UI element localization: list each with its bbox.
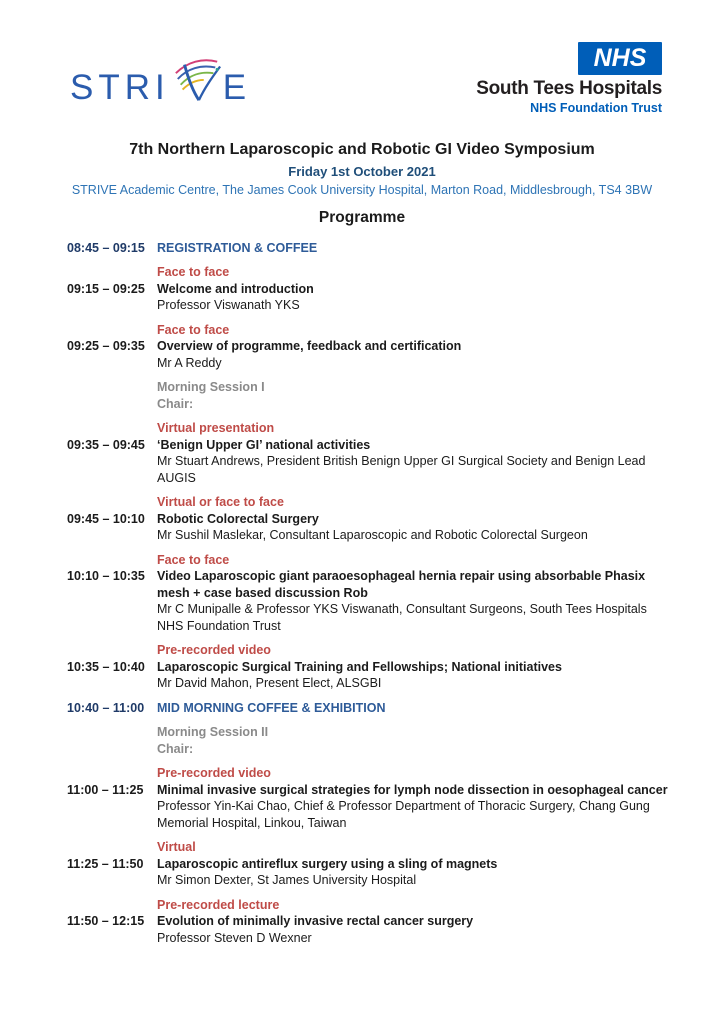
- programme-session-row: [67, 642, 668, 692]
- session-time: 09:45 – 10:10: [67, 511, 145, 526]
- nhs-logo-icon: NHS: [578, 42, 662, 75]
- time-column-spacer: [67, 552, 157, 569]
- programme-session-row: [67, 264, 668, 314]
- session-mode-line: [67, 494, 668, 511]
- session-speaker: Mr Sushil Maslekar, Consultant Laparoscopic and Robotic Colorectal Surgeon: [157, 528, 588, 543]
- symposium-venue: STRIVE Academic Centre, The James Cook University Hospital, Marton Road, Middlesbrough, TS4 3BW: [71, 182, 653, 197]
- programme-break-row: [67, 700, 668, 717]
- break-line: [67, 240, 668, 257]
- session-title-line: [67, 437, 668, 454]
- time-column-spacer: [67, 675, 157, 692]
- session-speaker: Mr Stuart Andrews, President British Benign Upper GI Surgical Society and Benign Lead AUGIS: [157, 454, 646, 485]
- title-block: [0, 141, 724, 227]
- session-title: Video Laparoscopic giant paraoesophageal hernia repair using absorbable Phasix mesh + case based discussion Rob: [157, 569, 646, 600]
- time-column-spacer: [67, 765, 157, 782]
- programme-heading: Programme: [318, 208, 406, 226]
- session-speaker: Mr A Reddy: [157, 355, 222, 370]
- strive-logo-text-right: E: [222, 68, 252, 107]
- session-speaker-line: [67, 453, 668, 486]
- time-column-spacer: [67, 322, 157, 339]
- session-title-line: [67, 281, 668, 298]
- session-title: Robotic Colorectal Surgery: [157, 511, 319, 526]
- time-column-spacer: [67, 453, 157, 486]
- time-column-spacer: [67, 379, 157, 396]
- session-title-line: [67, 913, 668, 930]
- strive-logo: [70, 56, 251, 105]
- time-column-spacer: [67, 297, 157, 314]
- session-speaker-line: [67, 675, 668, 692]
- chair-label: Chair:: [157, 741, 194, 756]
- session-speaker-line: [67, 355, 668, 372]
- session-title: Laparoscopic Surgical Training and Fellowships; National initiatives: [157, 659, 562, 674]
- session-title: Minimal invasive surgical strategies for lymph node dissection in oesophageal cancer: [157, 782, 668, 797]
- session-mode-label: Face to face: [157, 265, 230, 280]
- time-column-spacer: [67, 798, 157, 831]
- session-mode-line: [67, 322, 668, 339]
- session-mode-line: [67, 897, 668, 914]
- session-name-label: Morning Session II: [157, 725, 269, 740]
- chair-label-line: [67, 396, 668, 413]
- session-title-line: [67, 338, 668, 355]
- chair-session-line: [67, 724, 668, 741]
- time-column-spacer: [67, 355, 157, 372]
- chair-label: Chair:: [157, 396, 194, 411]
- session-mode-label: Virtual: [157, 840, 196, 855]
- session-speaker-line: [67, 930, 668, 947]
- session-title-line: [67, 856, 668, 873]
- break-time: 08:45 – 09:15: [67, 240, 145, 255]
- time-column-spacer: [67, 897, 157, 914]
- time-column-spacer: [67, 741, 157, 758]
- session-time: 09:15 – 09:25: [67, 281, 145, 296]
- session-mode-label: Pre-recorded video: [157, 766, 271, 781]
- time-column-spacer: [67, 601, 157, 634]
- break-time: 10:40 – 11:00: [67, 700, 145, 715]
- programme-session-row: [67, 420, 668, 486]
- session-title-line: [67, 782, 668, 799]
- session-time: 11:00 – 11:25: [67, 782, 144, 797]
- programme-chair-row: [67, 379, 668, 412]
- session-speaker: Professor Steven D Wexner: [157, 930, 312, 945]
- session-title: Welcome and introduction: [157, 281, 314, 296]
- symposium-date: Friday 1st October 2021: [288, 163, 436, 179]
- session-speaker-line: [67, 527, 668, 544]
- session-speaker-line: [67, 798, 668, 831]
- session-title: Evolution of minimally invasive rectal cancer surgery: [157, 914, 474, 929]
- session-title-line: [67, 568, 668, 601]
- time-column-spacer: [67, 872, 157, 889]
- session-speaker-line: [67, 601, 668, 634]
- nhs-organisation-name: South Tees Hospitals: [476, 78, 662, 99]
- programme-session-row: [67, 552, 668, 635]
- session-time: 09:35 – 09:45: [67, 437, 145, 452]
- session-time: 11:25 – 11:50: [67, 856, 144, 871]
- session-title: ‘Benign Upper GI’ national activities: [157, 437, 371, 452]
- session-speaker: Professor Yin-Kai Chao, Chief & Professor Department of Thoracic Surgery, Chang Gung Memorial Hospital, Linkou, Taiwan: [157, 799, 650, 830]
- break-title: MID MORNING COFFEE & EXHIBITION: [157, 700, 386, 715]
- session-speaker: Professor Viswanath YKS: [157, 298, 300, 313]
- time-column-spacer: [67, 494, 157, 511]
- session-time: 10:35 – 10:40: [67, 659, 145, 674]
- session-mode-line: [67, 552, 668, 569]
- session-speaker: Mr Simon Dexter, St James University Hospital: [157, 873, 417, 888]
- time-column-spacer: [67, 724, 157, 741]
- symposium-title: 7th Northern Laparoscopic and Robotic GI Video Symposium: [129, 140, 595, 158]
- time-column-spacer: [67, 527, 157, 544]
- session-time: 10:10 – 10:35: [67, 569, 145, 584]
- programme-session-row: [67, 322, 668, 372]
- session-mode-label: Virtual or face to face: [157, 495, 284, 510]
- programme-session-row: [67, 494, 668, 544]
- session-speaker: Mr David Mahon, Present Elect, ALSGBI: [157, 676, 382, 691]
- strive-logo-text-left: STRI: [70, 68, 170, 107]
- programme-session-row: [67, 897, 668, 947]
- break-title: REGISTRATION & COFFEE: [157, 240, 318, 255]
- session-mode-line: [67, 264, 668, 281]
- strive-v-arcs-icon: [172, 56, 222, 107]
- time-column-spacer: [67, 420, 157, 437]
- programme-break-row: [67, 240, 668, 257]
- session-title-line: [67, 511, 668, 528]
- session-mode-label: Face to face: [157, 322, 230, 337]
- session-mode-line: [67, 420, 668, 437]
- programme-session-row: [67, 765, 668, 831]
- time-column-spacer: [67, 642, 157, 659]
- time-column-spacer: [67, 930, 157, 947]
- session-speaker: Mr C Munipalle & Professor YKS Viswanath, Consultant Surgeons, South Tees Hospitals NHS Foundation Trust: [157, 602, 647, 633]
- session-title: Laparoscopic antireflux surgery using a sling of magnets: [157, 856, 498, 871]
- session-speaker-line: [67, 297, 668, 314]
- session-mode-label: Pre-recorded video: [157, 643, 271, 658]
- session-mode-label: Pre-recorded lecture: [157, 897, 280, 912]
- break-line: [67, 700, 668, 717]
- session-mode-label: Virtual presentation: [157, 421, 275, 436]
- session-mode-label: Face to face: [157, 552, 230, 567]
- chair-label-line: [67, 741, 668, 758]
- session-time: 09:25 – 09:35: [67, 339, 145, 354]
- session-title: Overview of programme, feedback and certification: [157, 339, 462, 354]
- page-header: [0, 0, 724, 116]
- time-column-spacer: [67, 839, 157, 856]
- session-mode-line: [67, 839, 668, 856]
- chair-session-line: [67, 379, 668, 396]
- nhs-trust-logo: [476, 42, 662, 116]
- session-mode-line: [67, 642, 668, 659]
- programme-session-row: [67, 839, 668, 889]
- session-name-label: Morning Session I: [157, 380, 265, 395]
- session-mode-line: [67, 765, 668, 782]
- nhs-foundation-trust-label: NHS Foundation Trust: [530, 100, 662, 115]
- time-column-spacer: [67, 264, 157, 281]
- session-time: 11:50 – 12:15: [67, 914, 145, 929]
- time-column-spacer: [67, 396, 157, 413]
- session-title-line: [67, 659, 668, 676]
- programme-list: [0, 240, 724, 947]
- session-speaker-line: [67, 872, 668, 889]
- programme-chair-row: [67, 724, 668, 757]
